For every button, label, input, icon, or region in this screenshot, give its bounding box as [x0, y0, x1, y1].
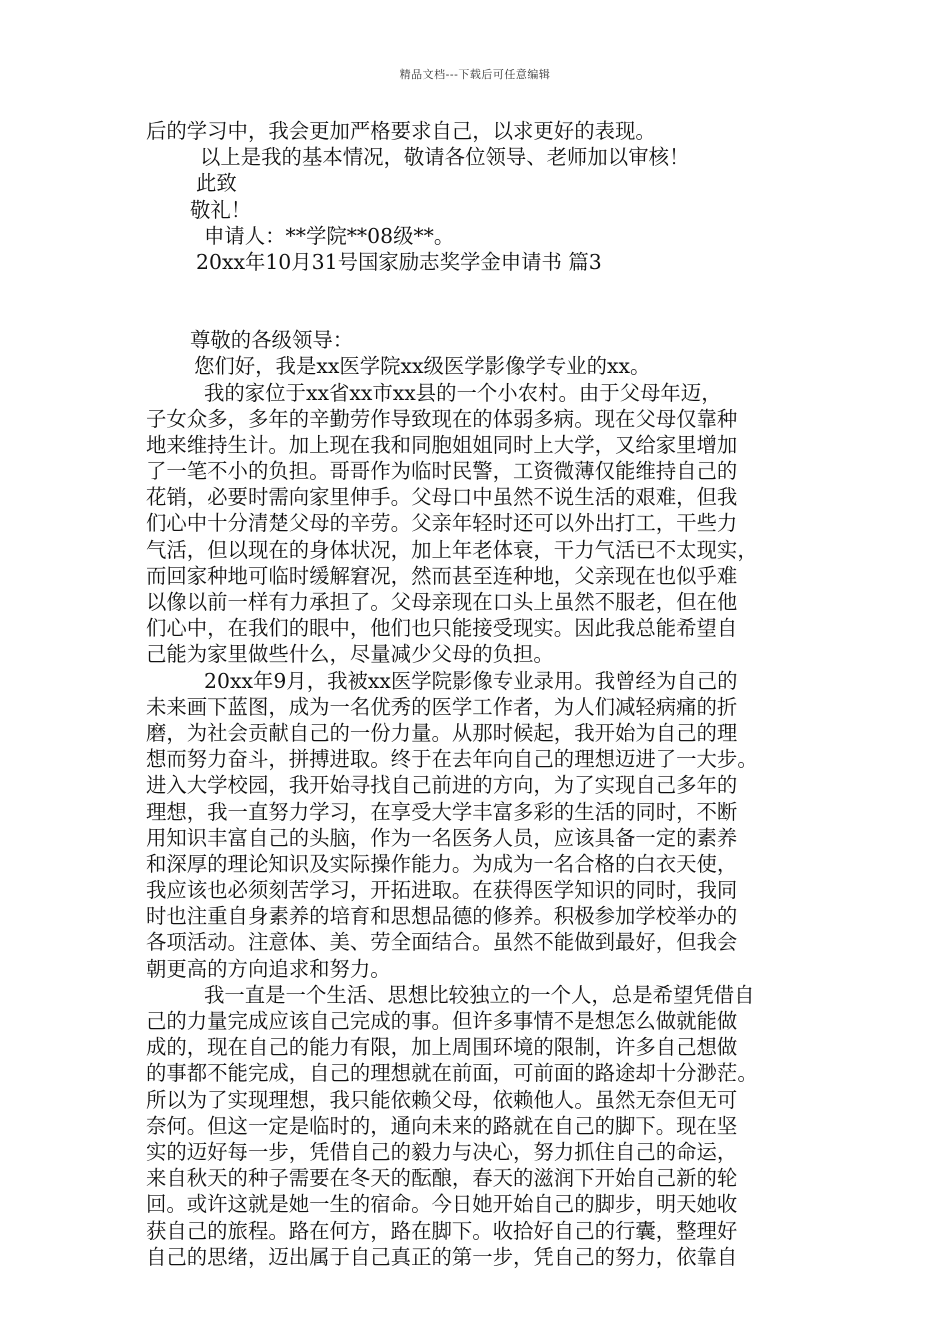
text-line: 子女众多，多年的辛勤劳作导致现在的体弱多病。现在父母仅靠种	[146, 406, 738, 431]
text-line: 敬礼！	[190, 197, 252, 222]
salutation: 尊敬的各级领导：	[190, 328, 354, 353]
text-line: 花销，必要时需向家里伸手。父母口中虽然不说生活的艰难，但我	[146, 485, 738, 510]
text-line: 自己的思绪，迈出属于自己真正的第一步，凭自己的努力，依靠自	[146, 1244, 738, 1269]
text-line: 和深厚的理论知识及实际操作能力。为成为一名合格的白衣天使，	[146, 851, 738, 876]
text-line: 我一直是一个生活、思想比较独立的一个人，总是希望凭借自	[204, 982, 755, 1007]
text-line: 成的，现在自己的能力有限，加上周围环境的限制，许多自己想做	[146, 1035, 738, 1060]
text-line: 用知识丰富自己的头脑，作为一名医务人员，应该具备一定的素养	[146, 825, 738, 850]
text-line: 朝更高的方向追求和努力。	[146, 956, 391, 981]
text-line: 气活，但以现在的身体状况，加上年老体衰，干力气活已不太现实，	[146, 537, 758, 562]
text-line: 未来画下蓝图，成为一名优秀的医学工作者，为人们减轻病痛的折	[146, 694, 738, 719]
text-line: 己的力量完成应该自己完成的事。但许多事情不是想怎么做就能做	[146, 1009, 738, 1033]
text-line: 来自秋天的种子需要在冬天的酝酿，春天的滋润下开始自己新的轮	[146, 1166, 738, 1191]
page-header: 精品文档---下载后可任意编辑	[399, 68, 551, 81]
text-line: 以像以前一样有力承担了。父母亲现在口头上虽然不服老，但在他	[146, 590, 738, 614]
greeting: 您们好，我是xx医学院xx级医学影像学专业的xx。	[194, 354, 651, 379]
text-line: 以上是我的基本情况，敬请各位领导、老师加以审核！	[200, 145, 690, 170]
text-line: 我的家位于xx省xx市xx县的一个小农村。由于父母年迈，	[204, 380, 722, 405]
text-line: 了一笔不小的负担。哥哥作为临时民警，工资微薄仅能维持自己的	[146, 459, 738, 484]
text-line: 想而努力奋斗，拼搏进取。终于在去年向自己的理想迈进了一大步。	[146, 747, 758, 772]
text-line: 各项活动。注意体、美、劳全面结合。虽然不能做到最好，但我会	[146, 930, 738, 955]
text-line: 磨，为社会贡献自己的一份力量。从那时候起，我开始为自己的理	[146, 720, 738, 745]
text-line: 己能为家里做些什么，尽量减少父母的负担。	[146, 642, 554, 667]
text-line: 所以为了实现理想，我只能依赖父母，依赖他人。虽然无奈但无可	[146, 1087, 738, 1112]
text-line: 我应该也必须刻苦学习，开拓进取。在获得医学知识的同时，我同	[146, 878, 738, 903]
text-line: 20xx年9月，我被xx医学院影像专业录用。我曾经为自己的	[204, 668, 738, 693]
text-line: 实的迈好每一步，凭借自己的毅力与决心，努力抓住自己的命运，	[146, 1139, 738, 1164]
date-title-line: 20xx年10月31号国家励志奖学金申请书 篇3	[196, 249, 602, 274]
text-line: 们心中十分清楚父母的辛劳。父亲年轻时还可以外出打工，干些力	[146, 511, 738, 536]
text-line: 奈何。但这一定是临时的，通向未来的路就在自己的脚下。现在坚	[146, 1113, 738, 1138]
text-line: 而回家种地可临时缓解窘况，然而甚至连种地，父亲现在也似乎难	[146, 563, 738, 588]
document-body	[146, 118, 811, 1270]
text-line: 获自己的旅程。路在何方，路在脚下。收拾好自己的行囊，整理好	[146, 1218, 738, 1243]
text-line: 理想，我一直努力学习，在享受大学丰富多彩的生活的同时，不断	[146, 799, 738, 824]
applicant-line: 申请人：**学院**08级**。	[204, 223, 455, 248]
spacer	[146, 275, 811, 327]
text-line: 后的学习中，我会更加严格要求自己，以求更好的表现。	[146, 119, 656, 143]
text-line: 此致	[196, 171, 237, 196]
text-line: 时也注重自身素养的培育和思想品德的修养。积极参加学校举办的	[146, 904, 738, 929]
text-line: 的事都不能完成，自己的理想就在前面，可前面的路途却十分渺茫。	[146, 1061, 758, 1086]
text-line: 进入大学校园，我开始寻找自己前进的方向，为了实现自己多年的	[146, 773, 738, 798]
text-line: 回。或许这就是她一生的宿命。今日她开始自己的脚步，明天她收	[146, 1192, 738, 1217]
text-line: 们心中，在我们的眼中，他们也只能接受现实。因此我总能希望自	[146, 616, 738, 641]
text-line: 地来维持生计。加上现在我和同胞姐姐同时上大学，又给家里增加	[146, 432, 738, 457]
